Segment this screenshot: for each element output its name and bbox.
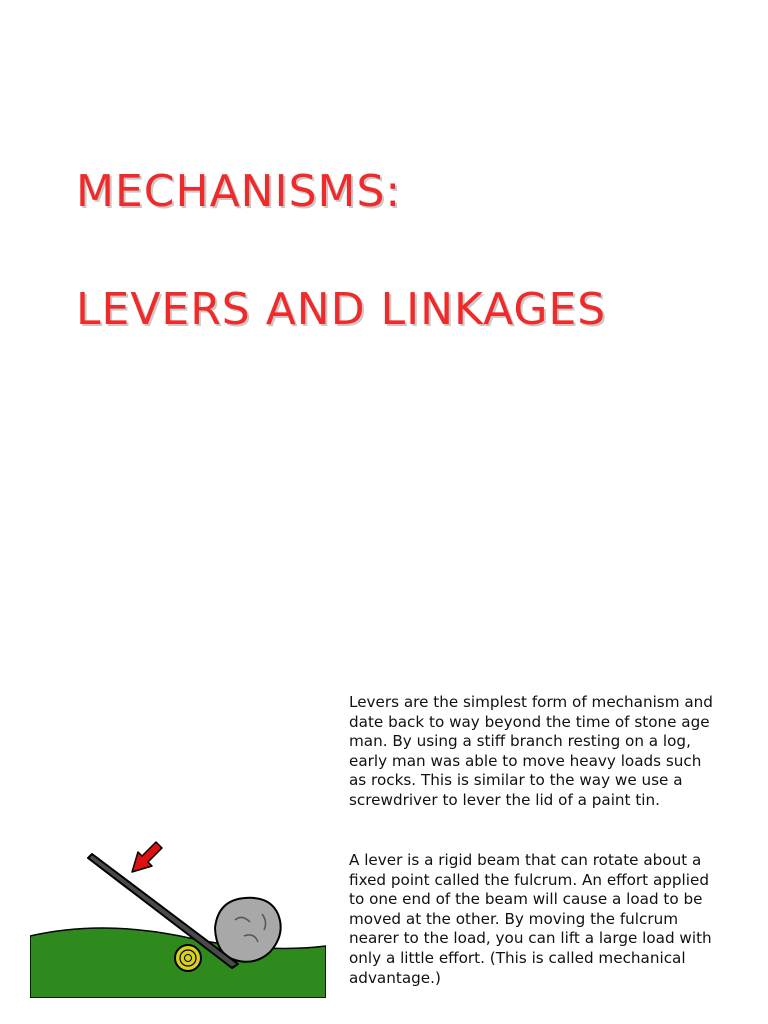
- title-line-2: LEVERS AND LINKAGES: [76, 284, 607, 335]
- lever-illustration: [30, 836, 326, 998]
- definition-paragraph: A lever is a rigid beam that can rotate about a fixed point called the fulcrum. An effort applied to one end of the beam will cause a load to be moved at the other. By moving the fulcrum nearer to the load, you can lift a large load with only a little effort. (This is called mechanical advantage.): [349, 851, 712, 987]
- intro-paragraph: Levers are the simplest form of mechanism and date back to way beyond the time of stone age man. By using a stiff branch resting on a log, early man was able to move heavy loads such as rocks. This is similar to the way we use a screwdriver to lever the lid of a paint tin.: [349, 693, 713, 809]
- log-fulcrum: [175, 945, 201, 971]
- rock-load: [215, 898, 281, 962]
- effort-arrow-icon: [132, 842, 162, 872]
- title-line-1: MECHANISMS:: [76, 166, 402, 217]
